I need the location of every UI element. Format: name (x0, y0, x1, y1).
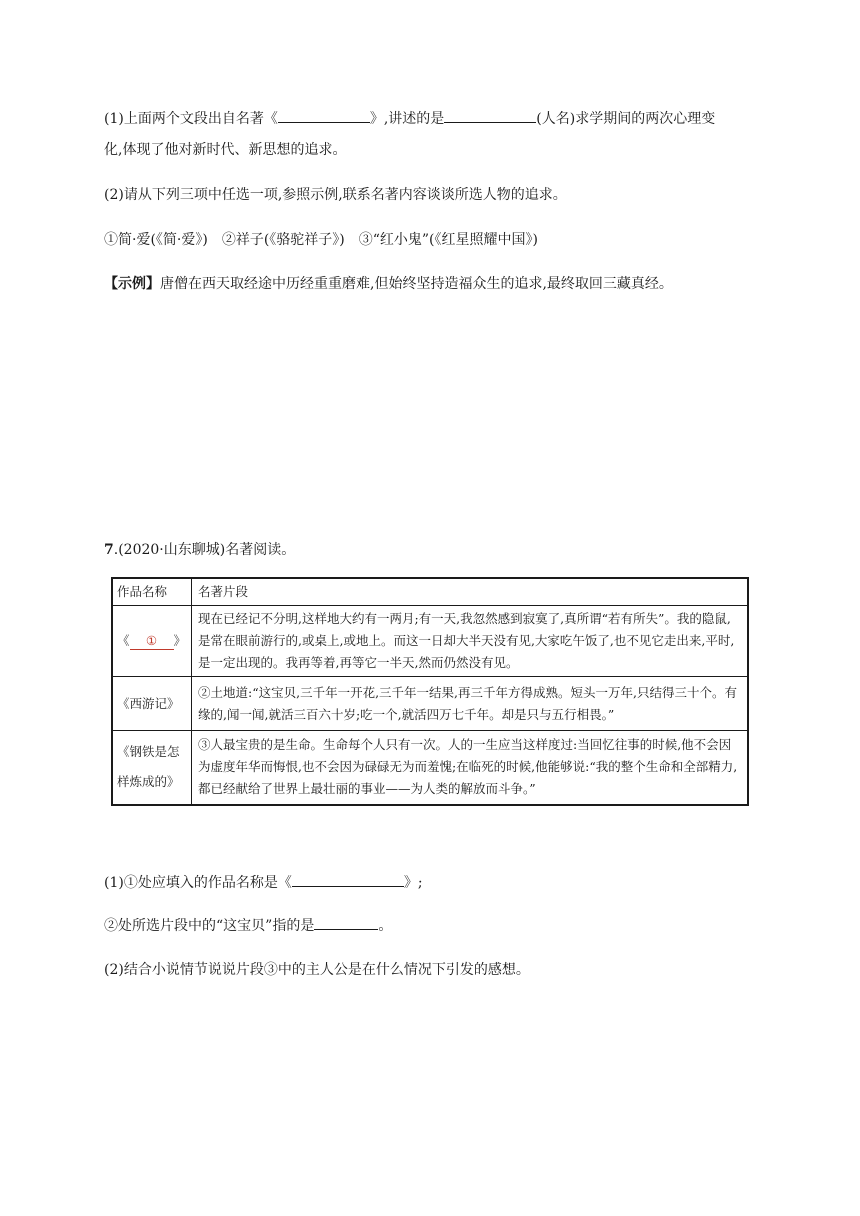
q7-heading (104, 539, 295, 559)
example-tag: 【示例】 (104, 276, 160, 292)
q6-part1-line1: (1)上面两个文段出自名著《 》,讲述的是 (人名)求学期间的两次心理变 (104, 108, 715, 128)
row1-name: 《 ① 》 (112, 606, 192, 677)
row1-text: 现在已经记不分明,这样地大约有一两月;有一天,我忽然感到寂寞了,真所谓“若有所失”。我的隐鼠,是常在眼前游行的,或桌上,或地上。而这一日却大半天没有见,大家吃午饭了,也不见它走出来,平时,是一定出现的。我再等着,再等它一半天,然而仍然没有见。 (192, 606, 749, 677)
table-row (112, 677, 748, 731)
answer-blank-treasure[interactable] (314, 915, 378, 930)
red-answer-blank: ① (130, 633, 174, 650)
q7-part1-a: (1)①处应填入的作品名称是《 》; (104, 872, 423, 892)
q6-part2-prompt: (2)请从下列三项中任选一项,参照示例,联系名著内容谈谈所选人物的追求。 (104, 187, 567, 203)
table-header-row (112, 578, 748, 606)
row2-text: ②土地道:“这宝贝,三千年一开花,三千年一结果,再三千年方得成熟。短头一万年,只结得三十个。有缘的,闻一闻,就活三百六十岁;吃一个,就活四万七千年。却是只与五行相畏。” (192, 677, 749, 731)
header-excerpt: 名著片段 (192, 578, 749, 606)
q6-example (104, 273, 673, 293)
answer-blank-person[interactable] (444, 108, 536, 123)
q7-source: .(2020·山东聊城)名著阅读。 (113, 542, 296, 558)
q6-part1-line2: 化,体现了他对新时代、新思想的追求。 (104, 142, 347, 158)
row3-name: 《钢铁是怎样炼成的》 (112, 731, 192, 805)
q7-number: 7 (104, 542, 114, 558)
header-work-name: 作品名称 (112, 578, 192, 606)
excerpts-table (111, 577, 749, 806)
table-row (112, 731, 748, 805)
table-row (112, 606, 748, 677)
example-text: 唐僧在西天取经途中历经重重磨难,但始终坚持造福众生的追求,最终取回三藏真经。 (160, 276, 673, 292)
q7-part2: (2)结合小说情节说说片段③中的主人公是在什么情况下引发的感想。 (104, 962, 530, 978)
q7-part1-b: ②处所选片段中的“这宝贝”指的是 。 (104, 915, 392, 935)
q6-part2-options: ①简·爱(《简·爱》) ②祥子(《骆驼祥子》) ③“红小鬼”(《红星照耀中国》) (104, 232, 538, 248)
row3-text: ③人最宝贵的是生命。生命每个人只有一次。人的一生应当这样度过:当回忆往事的时候,他不会因为虚度年华而悔恨,也不会因为碌碌无为而羞愧;在临死的时候,他能够说:“我的整个生命和全部精力,都已经献给了世界上最壮丽的事业——为人类的解放而斗争。” (192, 731, 749, 805)
answer-blank-work-name[interactable] (292, 872, 404, 887)
row2-name: 《西游记》 (112, 677, 192, 731)
answer-blank-book[interactable] (278, 108, 370, 123)
